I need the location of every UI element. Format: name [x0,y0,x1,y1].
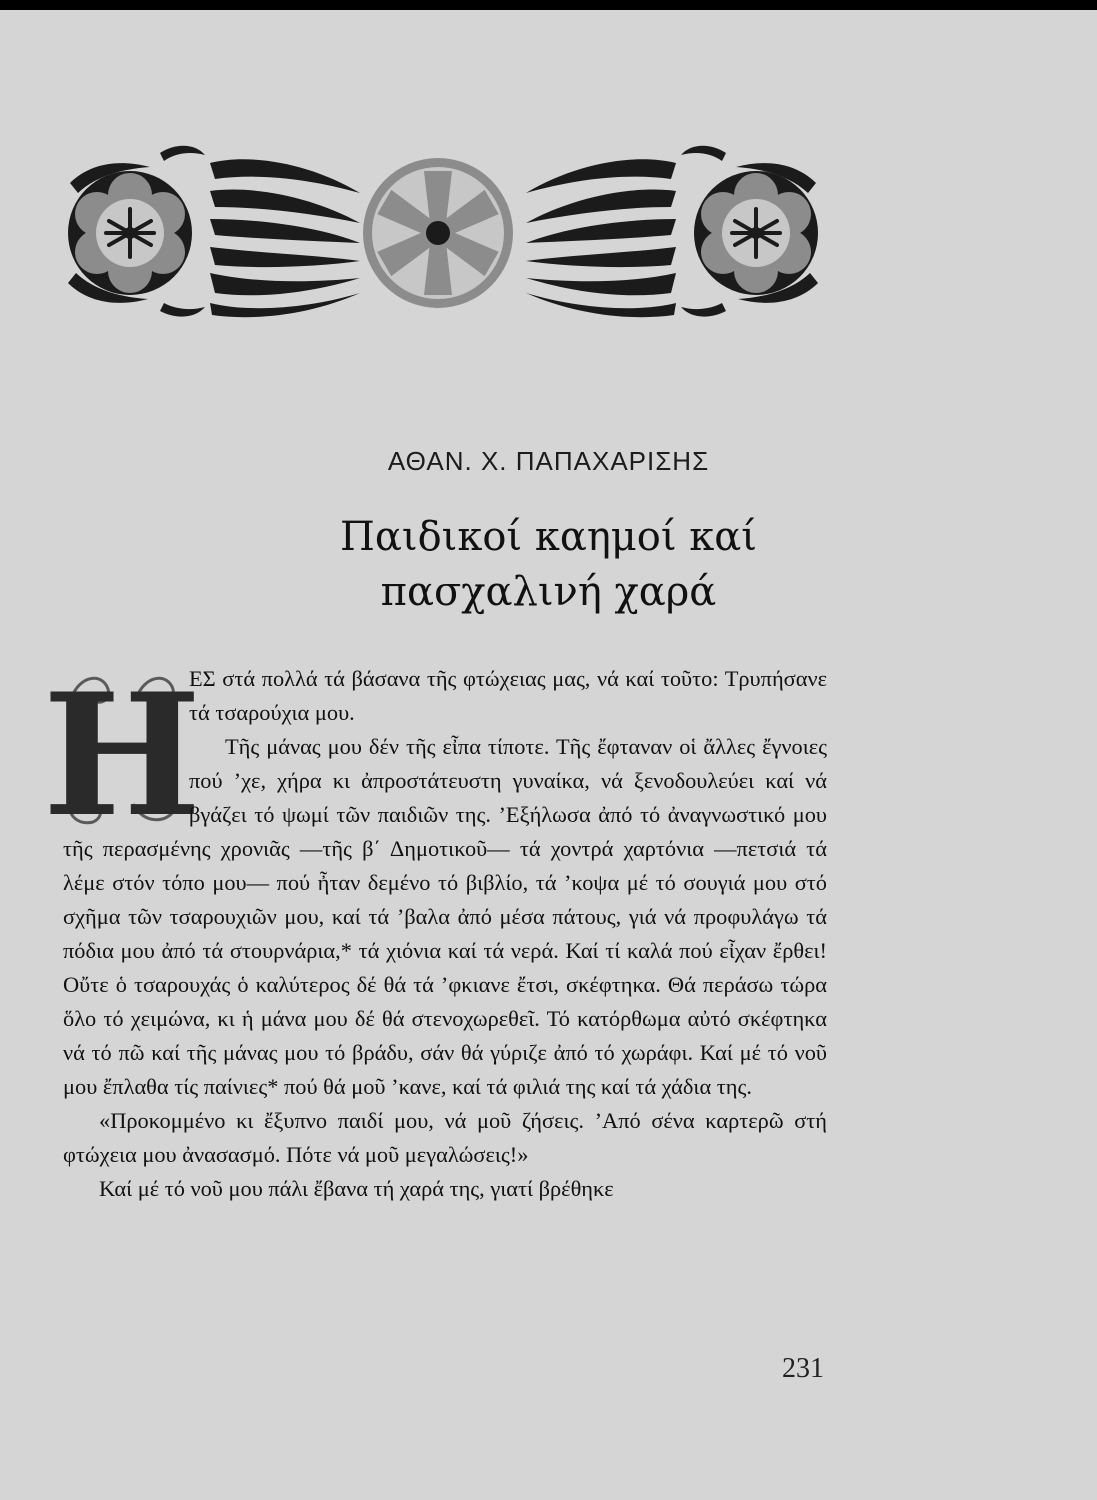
chapter-title [0,510,1097,620]
title-line-2: πασχαλινή χαρά [380,569,717,615]
drop-cap-initial-icon [42,656,202,854]
author-name: ΑΘΑΝ. Χ. ΠΑΠΑΧΑΡΙΣΗΣ [387,446,710,476]
book-page [0,10,1097,1500]
drop-cap-letter: Η [42,656,202,854]
body-text [42,656,827,1206]
paragraph-2: Τῆς μάνας μου δέν τῆς εἶπα τίποτε. Τῆς ἔφταναν οἱ ἄλλες ἔγνοιες πού ’χε, χήρα κι ἀπροστάτευστη γυναίκα, νά ξενοδουλεύει καί νά βγάζει τό ψωμί τῶν παιδιῶν της. ’Εξήλωσα ἀπό τό ἀναγνωστικό μου τῆς περασμένης χρονιᾶς —τῆς β΄ Δημοτικοῦ— τά χοντρά χαρτόνια —πετσιά τά λέμε στόν τόπο μου— πού ἦταν δεμένο τό βιβλίο, τά ’κοψα μέ τό σουγιά μου στό σχῆμα τῶν τσαρουχιῶν μου, καί τά ’βαλα ἀπό μέσα πάτους, γιά νά προφυλάγω τά πόδια μου ἀπό τά στουρνάρια,* τά χιόνια καί τά νερά. Καί τί καλά πού εἶχαν ἔρθει! Οὔτε ὁ τσαρουχάς ὁ καλύτερος δέ θά τά ’φκιανε ἔτσι, σκέφτηκα. Θά περάσω τώρα ὅλο τό χειμώνα, κι ἡ μάνα μου δέ θά στενοχωρεθεῖ. Τό κατόρθωμα αὐτό σκέφτηκα νά τό πῶ καί τῆς μάνας μου τό βράδυ, σάν θά γύριζε ἀπό τό χωράφι. Καί μέ τό νοῦ μου ἔπλαθα τίς παίνιες* πού θά μοῦ ’κανε, καί τά φιλιά της καί τά χάδια της. [63,734,827,1099]
floral-ornament-icon [60,143,826,318]
title-line-1: Παιδικοί καημοί καί [340,514,757,560]
paragraph-4: Καί μέ τό νοῦ μου πάλι ἔβανα τή χαρά της, γιατί βρέθηκε [99,1176,614,1201]
paragraph-1: ΕΣ στά πολλά τά βάσανα τῆς φτώχειας μας, νά καί τοῦτο: Τρυπήσανε τά τσαρούχια μου. [189,666,827,725]
page-number: 231 [782,1353,824,1384]
paragraph-3: «Προκομμένο κι ἔξυπνο παιδί μου, νά μοῦ ζήσεις. ’Από σένα καρτερῶ στή φτώχεια μου ἀνασασμό. Πότε νά μοῦ μεγαλώσεις!» [63,1108,827,1167]
